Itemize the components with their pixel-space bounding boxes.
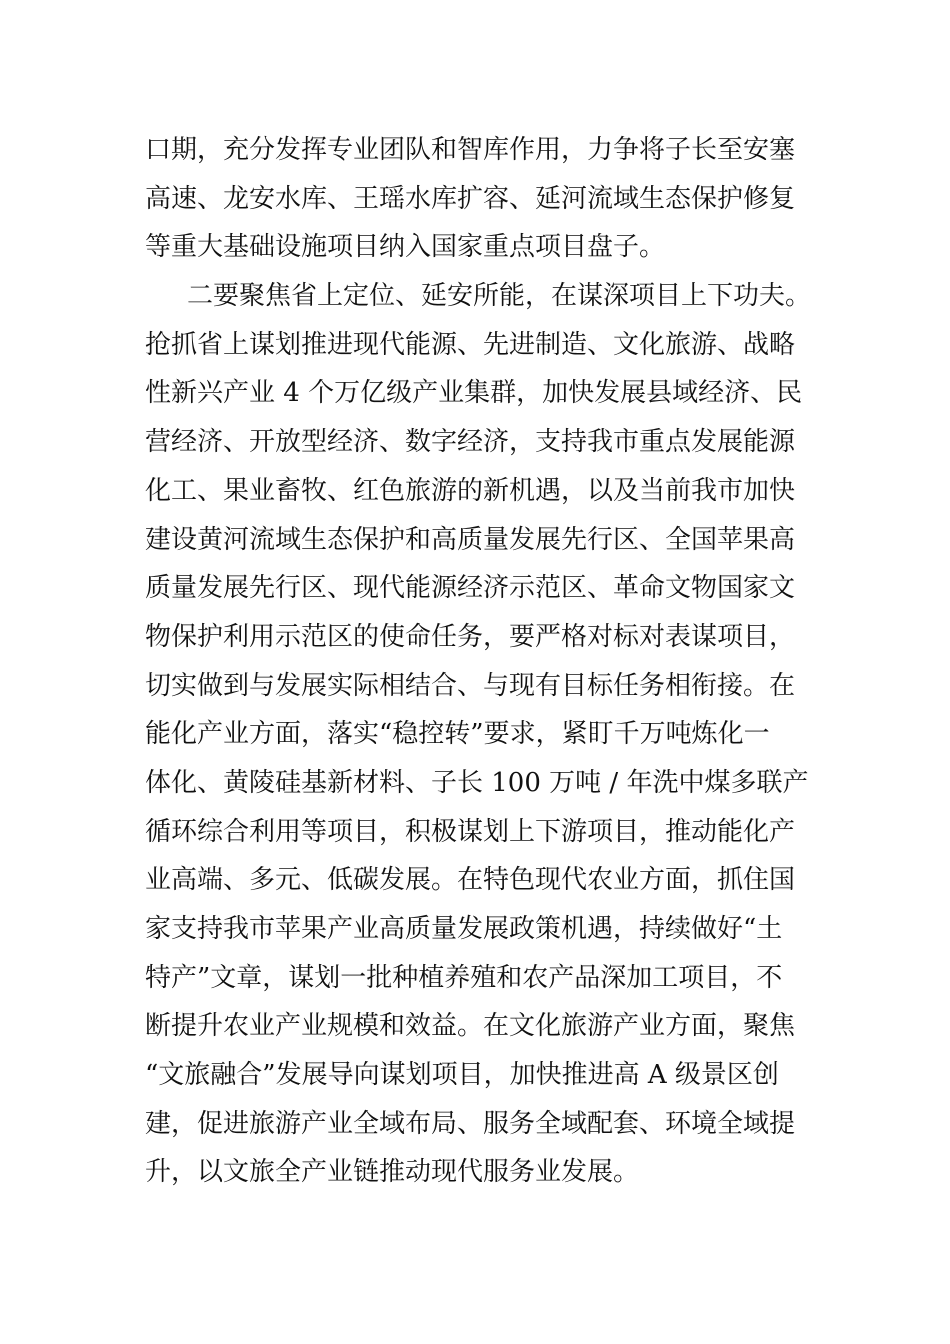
body-text (145, 126, 825, 1197)
paragraph-start-line: 二要聚焦省上定位、延安所能，在谋深项目上下功夫。 (187, 281, 812, 312)
text-line: 切实做到与发展实际相结合、与现有目标任务相衔接。在 (145, 670, 796, 701)
text-line: 口期，充分发挥专业团队和智库作用，力争将子长至安塞 (145, 135, 796, 165)
text-line: 等重大基础设施项目纳入国家重点项目盘子。 (145, 232, 666, 263)
text-line: 家支持我市苹果产业高质量发展政策机遇，持续做好“土 (145, 914, 783, 944)
text-line: 营经济、开放型经济、数字经济，支持我市重点发展能源 (145, 427, 796, 458)
text-line: 抢抓省上谋划推进现代能源、先进制造、文化旅游、战略 (145, 329, 796, 360)
text-line: 循环综合利用等项目，积极谋划上下游项目，推动能化产 (145, 816, 796, 847)
text-line: 物保护利用示范区的使命任务，要严格对标对表谋项目， (145, 621, 796, 652)
text-line: 特产”文章，谋划一批种植养殖和农产品深加工项目，不 (145, 962, 783, 993)
text-line: 体化、黄陵硅基新材料、子长 100 万吨 / 年洗中煤多联产 (145, 767, 809, 798)
text-line: 化工、果业畜牧、红色旅游的新机遇，以及当前我市加快 (145, 475, 796, 506)
text-line: 建设黄河流域生态保护和高质量发展先行区、全国苹果高 (145, 524, 796, 555)
text-line: 性新兴产业 4 个万亿级产业集群，加快发展县域经济、民 (145, 378, 803, 409)
text-line: 业高端、多元、低碳发展。在特色现代农业方面，抓住国 (145, 865, 796, 896)
text-line: “文旅融合”发展导向谋划项目，加快推进高 A 级景区创 (145, 1060, 779, 1091)
text-line: 建，促进旅游产业全域布局、服务全域配套、环境全域提 (145, 1108, 796, 1139)
text-line: 高速、龙安水库、王瑶水库扩容、延河流域生态保护修复 (145, 183, 796, 214)
text-line: 质量发展先行区、现代能源经济示范区、革命文物国家文 (145, 573, 796, 604)
text-line: 能化产业方面，落实“稳控转”要求，紧盯千万吨炼化一 (145, 719, 770, 750)
text-line: 断提升农业产业规模和效益。在文化旅游产业方面，聚焦 (145, 1011, 796, 1042)
text-line: 升，以文旅全产业链推动现代服务业发展。 (145, 1157, 640, 1188)
